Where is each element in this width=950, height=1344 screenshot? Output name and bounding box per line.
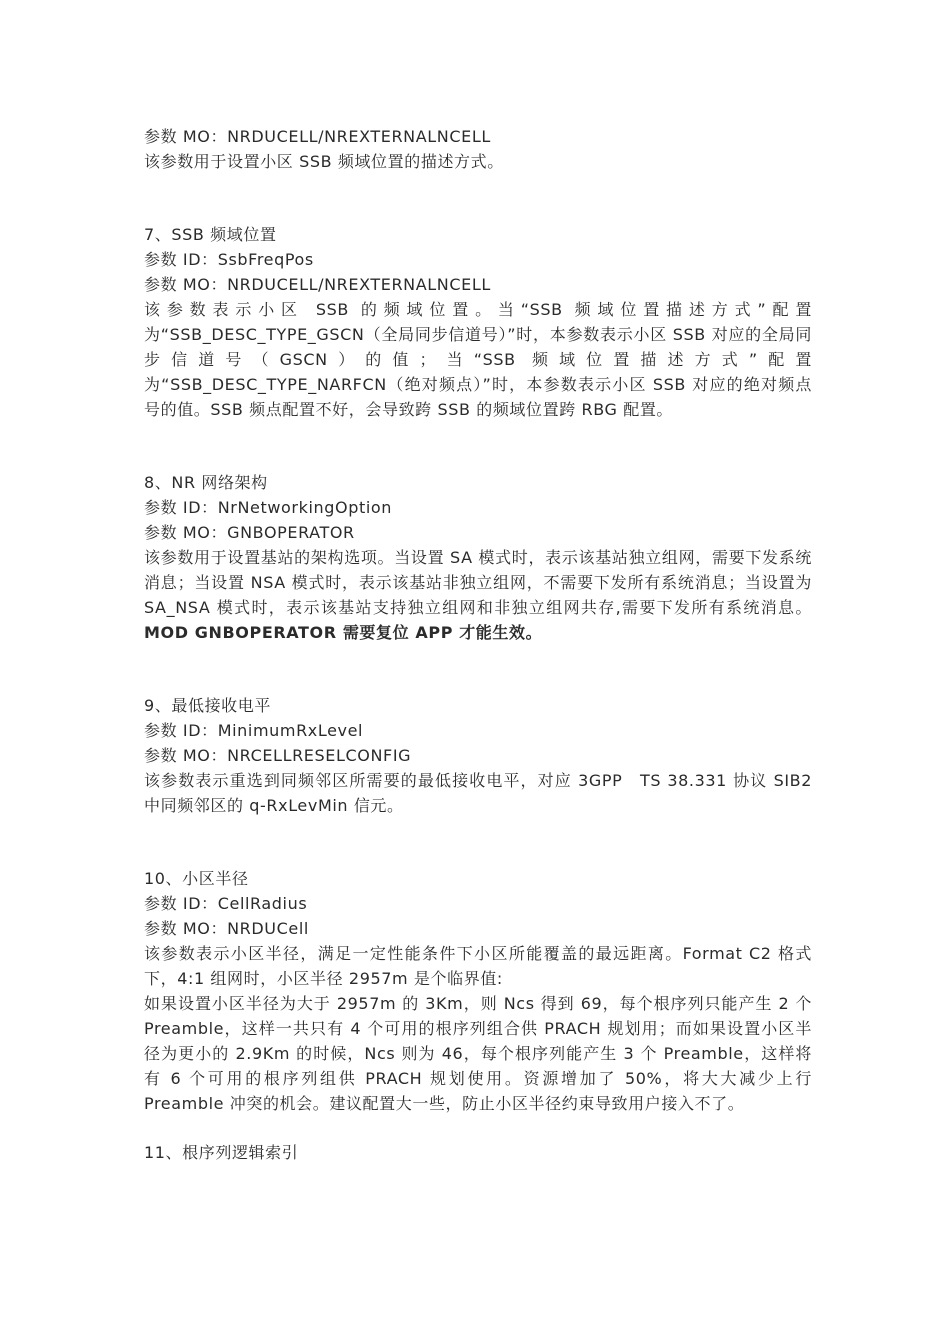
sec10-param-id: 参数 ID：CellRadius — [144, 894, 308, 913]
sec7-heading: 7、SSB 频域位置 — [144, 225, 277, 244]
sec8-param-mo: 参数 MO：GNBOPERATOR — [144, 523, 355, 542]
sec6-param-mo: 参数 MO：NRDUCELL/NREXTERNALNCELL — [144, 127, 491, 146]
sec11-heading: 11、根序列逻辑索引 — [144, 1143, 299, 1162]
sec10-heading: 10、小区半径 — [144, 869, 249, 888]
sec8-description-text: 该参数用于设置基站的架构选项。当设置 SA 模式时，表示该基站独立组网，需要下发系统消息；当设置 NSA 模式时，表示该基站非独立组网，不需要下发所有系统消息；当设置为 SA_NSA 模式时，表示该基站支持独立组网和非独立组网共存,需要下发所有系统消息。 — [144, 548, 812, 617]
sec9-heading: 9、最低接收电平 — [144, 696, 271, 715]
sec9-param-mo: 参数 MO：NRCELLRESELCONFIG — [144, 746, 412, 765]
sec7-param-id: 参数 ID：SsbFreqPos — [144, 250, 314, 269]
sec10-description-detail: 如果设置小区半径为大于 2957m 的 3Km，则 Ncs 得到 69，每个根序列只能产生 2 个 Preamble，这样一共只有 4 个可用的根序列组合供 PRACH 规划用；而如果设置小区半径为更小的 2.9Km 的时候，Ncs 则为 46，每个根序列能产生 3 个 Preamble，这样将有 6 个可用的根序列组供 PRACH 规划使用。资源增加了 50%，将大大减少上行 Preamble 冲突的机会。建议配置大一些，防止小区半径约束导致用户接入不了。 — [144, 994, 812, 1113]
sec7-description: 该参数表示小区 SSB 的频域位置。当“SSB 频域位置描述方式”配置为“SSB_DESC_TYPE_GSCN（全局同步信道号）”时，本参数表示小区 SSB 对应的全局同步信道号（GSCN）的值；当“SSB 频域位置描述方式”配置为“SSB_DESC_TYPE_NARFCN（绝对频点）”时，本参数表示小区 SSB 对应的绝对频点号的值。SSB 频点配置不好，会导致跨 SSB 的频域位置跨 RBG 配置。 — [144, 300, 812, 419]
section-gap — [144, 174, 812, 222]
document-page — [144, 124, 812, 1165]
sec8-heading: 8、NR 网络架构 — [144, 473, 268, 492]
sec9-description: 该参数表示重选到同频邻区所需要的最低接收电平，对应 3GPP TS 38.331 协议 SIB2 中同频邻区的 q-RxLevMin 信元。 — [144, 771, 812, 815]
sec6-description: 该参数用于设置小区 SSB 频域位置的描述方式。 — [144, 152, 504, 171]
sec9-param-id: 参数 ID：MinimumRxLevel — [144, 721, 364, 740]
sec8-description-note: MOD GNBOPERATOR 需要复位 APP 才能生效。 — [144, 623, 543, 642]
section-gap — [144, 422, 812, 470]
sec8-description — [144, 545, 812, 645]
sec10-param-mo: 参数 MO：NRDUCell — [144, 919, 309, 938]
sec8-param-id: 参数 ID：NrNetworkingOption — [144, 498, 393, 517]
sec7-param-mo: 参数 MO：NRDUCELL/NREXTERNALNCELL — [144, 275, 491, 294]
section-gap — [144, 818, 812, 866]
section-gap — [144, 645, 812, 693]
section-gap — [144, 1116, 812, 1140]
sec10-description-intro: 该参数表示小区半径，满足一定性能条件下小区所能覆盖的最远距离。Format C2 格式下，4:1 组网时，小区半径 2957m 是个临界值: — [144, 944, 812, 988]
